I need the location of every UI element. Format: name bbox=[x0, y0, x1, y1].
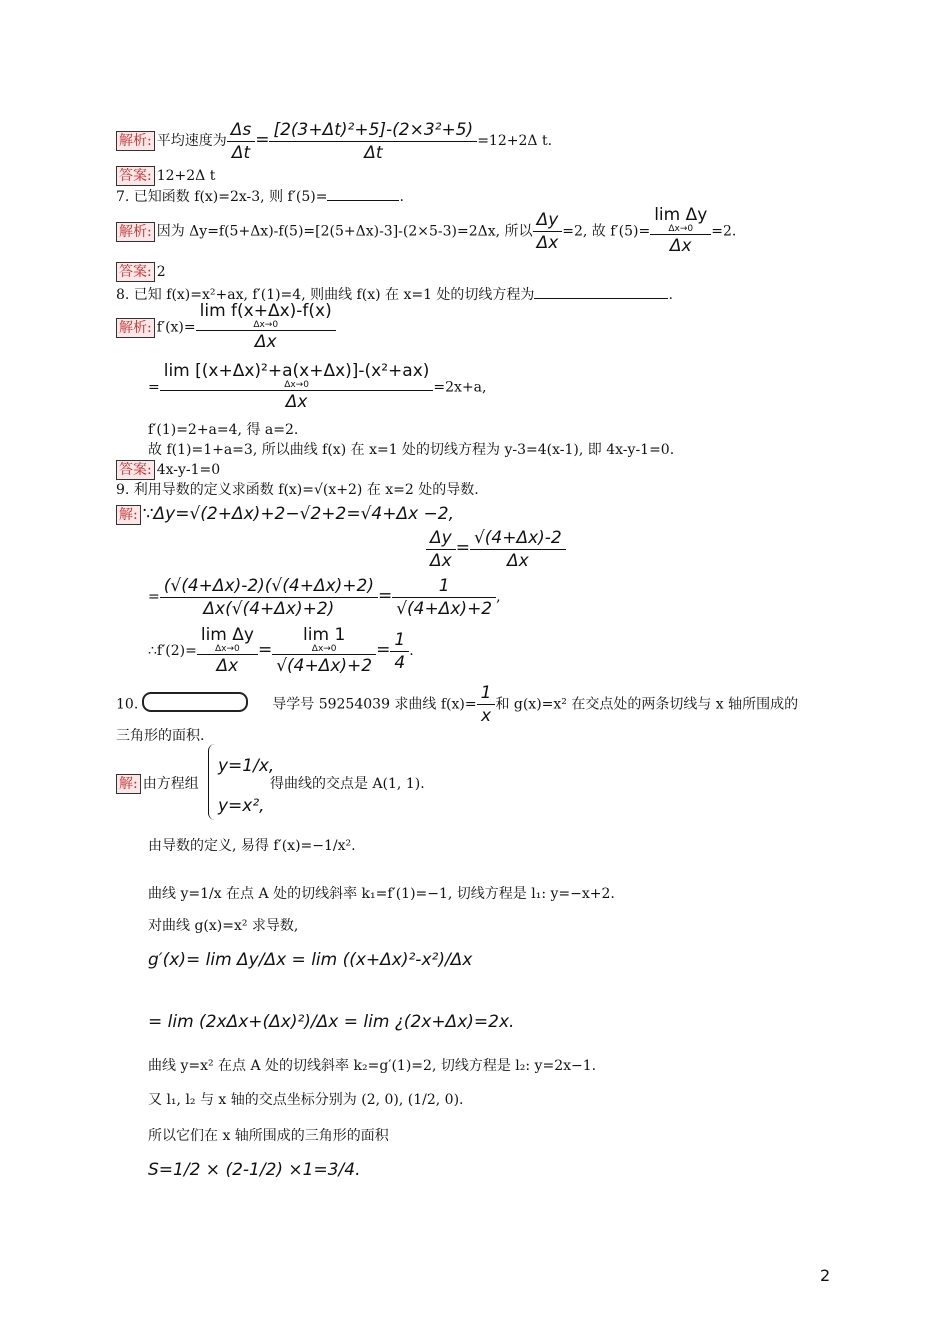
q8-s2-num: lim [(x+Δx)²+a(x+Δx)]-(x²+ax) bbox=[163, 361, 430, 381]
q9-s4-den2: √(4+Δx)+2 bbox=[272, 654, 376, 677]
q9-s3-r-num: 1 bbox=[438, 575, 450, 596]
page-number: 2 bbox=[820, 1266, 831, 1285]
q9-sub-2: Δx→0 bbox=[311, 643, 337, 654]
q8-s3: f′(1)=2+a=4, 得 a=2. bbox=[148, 422, 299, 438]
q7-answer bbox=[116, 262, 166, 282]
q10-l7: 曲线 y=x² 在点 A 处的切线斜率 k₂=g′(1)=2, 切线方程是 l₂: y=2x−1. bbox=[148, 1058, 597, 1074]
q6-den-r: Δt bbox=[269, 141, 477, 164]
q9-stem: 9. 利用导数的定义求函数 f(x)=√(x+2) 在 x=2 处的导数. bbox=[116, 482, 479, 498]
q8-s1-den: Δx bbox=[196, 330, 336, 353]
q10-frac-num: 1 bbox=[480, 683, 492, 703]
jiexi-tag: 解析: bbox=[116, 131, 155, 151]
q10-l3: 曲线 y=1/x 在点 A 处的切线斜率 k₁=f′(1)=−1, 切线方程是 l₁: y=−x+2. bbox=[148, 886, 615, 902]
q9-s3-den: Δx(√(4+Δx)+2) bbox=[160, 597, 378, 620]
daan-tag: 答案: bbox=[116, 460, 155, 480]
q10-l2: 由导数的定义, 易得 f′(x)=−1/x². bbox=[148, 838, 356, 854]
q9-s3-num: (√(4+Δx)-2)(√(4+Δx)+2) bbox=[163, 575, 374, 596]
q10-stem-line2: 三角形的面积. bbox=[116, 728, 205, 744]
q10-l6: = lim (2xΔx+(Δx)²)/Δx = lim ¿(2x+Δx)=2x. bbox=[148, 1012, 515, 1032]
q9-s4-num1: lim Δy bbox=[200, 624, 254, 645]
q9-s2-l-num: Δy bbox=[430, 527, 452, 548]
q9-s2-r-num: √(4+Δx)-2 bbox=[473, 527, 562, 548]
q7-end: . bbox=[399, 189, 404, 205]
q9-s4-den3: 4 bbox=[390, 651, 409, 674]
q10-l9: 所以它们在 x 轴所围成的三角形的面积 bbox=[148, 1128, 389, 1144]
q10-sys-pre: 由方程组 bbox=[142, 776, 199, 792]
q6-answer-text: 12+2Δ t bbox=[156, 168, 216, 184]
answer-blank[interactable] bbox=[327, 186, 399, 201]
q7-sol: 因为 Δy=f(5+Δx)-f(5)=[2(5+Δx)-3]-(2×5-3)=2Δx, 所以 bbox=[156, 223, 533, 240]
q7-sol2: =2, 故 f′(5)= bbox=[562, 223, 651, 240]
q7-lim-num: lim Δy bbox=[654, 205, 708, 225]
q10-stem bbox=[116, 682, 798, 727]
q7-lim-sub: Δx→0 bbox=[668, 224, 694, 234]
daan-tag: 答案: bbox=[116, 166, 155, 186]
jie-tag: 解: bbox=[116, 505, 141, 525]
q8-s2-sub: Δx→0 bbox=[284, 380, 309, 390]
q10-frac-den: x bbox=[477, 704, 496, 727]
q9-s2-r-den: Δx bbox=[470, 549, 566, 572]
q8-answer bbox=[116, 460, 220, 480]
q9-s4-pre: ∴f′(2)= bbox=[148, 643, 197, 659]
q10-stem-pre: 10. bbox=[116, 696, 139, 713]
q8-solution-2: = lim [(x+Δx)²+a(x+Δx)]-(x²+ax) Δx→0 Δx =2x+a, bbox=[148, 361, 487, 412]
q6-num-r: [2(3+Δt)²+5]-(2×3²+5) bbox=[273, 119, 474, 140]
q6-post: =12+2Δ t. bbox=[477, 133, 553, 149]
q8-s2-den: Δx bbox=[160, 390, 434, 413]
q8-end: . bbox=[668, 287, 673, 303]
q10-sys-pre-line bbox=[116, 774, 199, 794]
q9-s4-num3: 1 bbox=[394, 629, 406, 650]
q9-s3: = $\frac{(√(4+\Delta x)-2)(√(4+\Delta x)+2)}{\Delta x(√(4+\Delta x)+2)}$ = $\frac{1}{√(4+\Delta x)+2}$ , bbox=[148, 575, 501, 619]
q10-sys-post: 得曲线的交点是 A(1, 1). bbox=[270, 776, 425, 792]
q7-stem bbox=[116, 186, 404, 207]
q7-stem-text: 7. 已知函数 f(x)=2x-3, 则 f′(5)= bbox=[116, 189, 328, 205]
q9-s4: ∴f′(2)= lim Δy Δx→0 Δx = lim 1 Δx→0 √(4+Δx)+2 = $\frac{1}{4}$ . bbox=[148, 624, 414, 676]
q8-answer-text: 4x-y-1=0 bbox=[156, 462, 221, 478]
q6-pre: 平均速度为 bbox=[156, 133, 227, 149]
q9-s3-r-den: √(4+Δx)+2 bbox=[392, 597, 496, 620]
q8-stem-text: 8. 已知 f(x)=x²+ax, f′(1)=4, 则曲线 f(x) 在 x=1 处的切线方程为 bbox=[116, 287, 535, 303]
q7-sol3: =2. bbox=[711, 223, 737, 240]
q10-sys2: y=x², bbox=[218, 796, 265, 816]
daan-tag: 答案: bbox=[116, 262, 155, 282]
q9-sub-1: Δx→0 bbox=[215, 643, 240, 654]
q10-l5: g′(x)= lim Δy/Δx = lim ((x+Δx)²-x²)/Δx bbox=[148, 950, 473, 970]
q10-l8: 又 l₁, l₂ 与 x 轴的交点坐标分别为 (2, 0), (1/2, 0). bbox=[148, 1092, 464, 1108]
q8-s1-sub: Δx→0 bbox=[253, 320, 279, 330]
q10-l4: 对曲线 g(x)=x² 求导数, bbox=[148, 918, 299, 934]
q8-solution-1 bbox=[116, 302, 336, 353]
q6-solution: 解析: 平均速度为 $\frac{\Delta s}{\Delta t}$ = $\frac{\text{[2(3+Δt)²+5]-(2×3²+5)}}{\Delta t}$ =12+2Δ t. bbox=[116, 118, 552, 164]
jie-tag: 解: bbox=[116, 774, 141, 794]
q6-answer bbox=[116, 166, 215, 186]
q8-s1-pre: f′(x)= bbox=[156, 319, 196, 336]
q10-stem-mid: 导学号 59254039 求曲线 f(x)= bbox=[272, 696, 477, 713]
answer-blank[interactable] bbox=[534, 284, 668, 299]
system-brace bbox=[208, 744, 215, 820]
q10-stem-post: 和 g(x)=x² 在交点处的两条切线与 x 轴所围成的 bbox=[495, 696, 799, 713]
q7-answer-text: 2 bbox=[156, 264, 166, 280]
q7-frac-num: Δy bbox=[536, 210, 559, 230]
q9-s2-l-den: Δx bbox=[426, 549, 456, 572]
q8-s1-num: lim f(x+Δx)-f(x) bbox=[199, 301, 332, 321]
jiexi-tag: 解析: bbox=[116, 222, 155, 242]
q8-s4: 故 f(1)=1+a=3, 所以曲线 f(x) 在 x=1 处的切线方程为 y-3=4(x-1), 即 4x-y-1=0. bbox=[148, 442, 675, 458]
q9-s4-den1: Δx bbox=[197, 654, 258, 677]
q9-s4-num2: lim 1 bbox=[303, 624, 346, 645]
q7-frac-den: Δx bbox=[533, 231, 563, 254]
q8-s2-post: =2x+a, bbox=[433, 379, 487, 396]
q7-lim-den: Δx bbox=[650, 234, 711, 257]
q10-l10: S=1/2 × (2-1/2) ×1=3/4. bbox=[148, 1160, 361, 1180]
q10-sys1: y=1/x, bbox=[218, 756, 275, 776]
q6-den-l: Δt bbox=[227, 141, 256, 164]
q9-s1-line bbox=[116, 504, 454, 525]
q6-num-l: Δs bbox=[230, 119, 252, 140]
jiexi-tag: 解析: bbox=[116, 318, 155, 338]
q9-s2: $\frac{\Delta y}{\Delta x}$ = $\frac{√(4+\Delta x)-2}{\Delta x}$ bbox=[426, 524, 566, 573]
q7-solution bbox=[116, 206, 736, 257]
q9-s1: ∵Δy=√(2+Δx)+2−√2+2=√4+Δx −2, bbox=[142, 504, 455, 524]
